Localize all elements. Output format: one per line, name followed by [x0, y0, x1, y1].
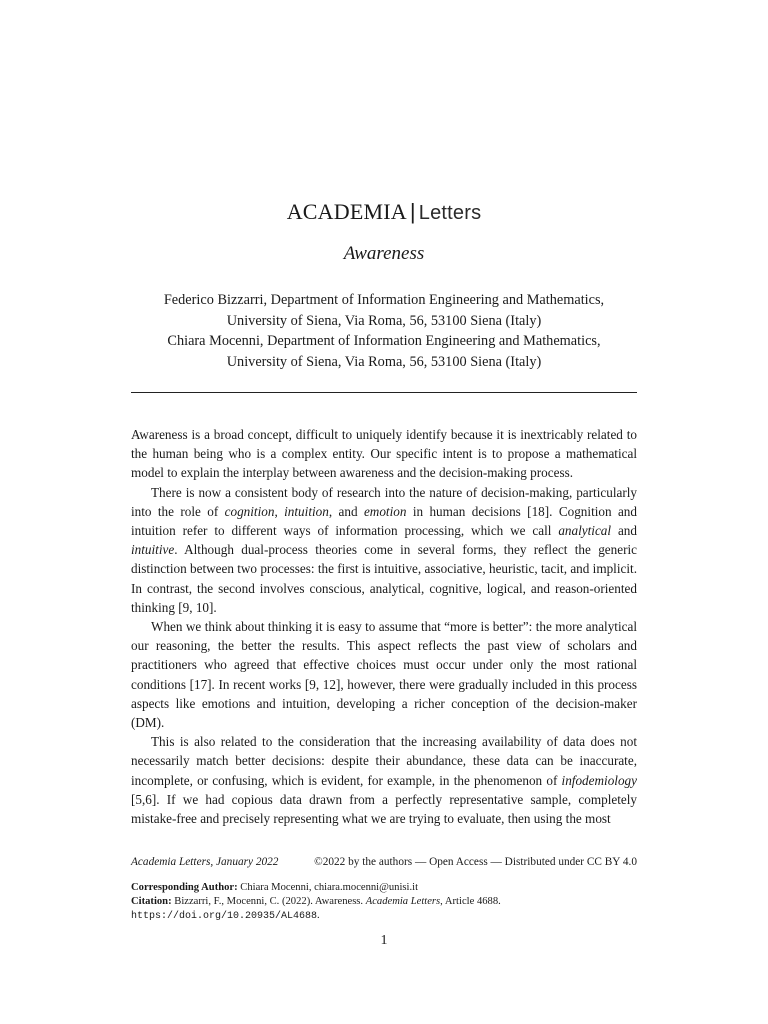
body-paragraph: There is now a consistent body of research into the nature of decision-making, particularly into the role of cognition, intuition, and emotion in human decisions [18]. Cognition and intuition refer to different ways of information processing, which we call analytical and intuitive. Although dual-process theories come in several forms, they reflect the generic distinction between two processes: the first is intuitive, associative, heuristic, tacit, and implicit. In contrast, the second involves conscious, analytical, cognitive, logical, and reason-oriented thinking [9, 10]. [131, 484, 637, 615]
author-block [0, 290, 768, 372]
doi-line: https://doi.org/10.20935/AL4688. [131, 909, 320, 922]
citation-block [131, 881, 637, 923]
body-paragraph: Awareness is a broad concept, difficult to uniquely identify because it is inextricably related to the human being who is a complex entity. Our specific intent is to propose a mathematical model to explain the interplay between awareness and the decision-making process. [131, 427, 637, 481]
paper-title: Awareness [343, 243, 425, 264]
citation: Citation: Bizzarri, F., Mocenni, C. (2022). Awareness. Academia Letters, Article 4688. [131, 895, 501, 907]
doi-link[interactable]: https://doi.org/10.20935/AL4688 [131, 910, 318, 922]
body-paragraph: This is also related to the consideration that the increasing availability of data does not necessarily match better decisions: despite their abundance, these data can be inaccurate, incomplete, or confusing, which is evident, for example, in the phenomenon of infodemiology [5,6]. If we had copious data drawn from a perfectly representative sample, completely mistake-free and precisely representing what we are trying to evaluate, then using the most [131, 734, 637, 827]
header-divider [131, 392, 637, 393]
author-line: University of Siena, Via Roma, 56, 53100 Siena (Italy) [226, 312, 542, 329]
author-line: University of Siena, Via Roma, 56, 53100 Siena (Italy) [226, 353, 542, 370]
journal-brand: ACADEMIA [286, 199, 407, 224]
journal-masthead [0, 198, 768, 227]
journal-section: Letters [418, 202, 482, 224]
author-line: Federico Bizzarri, Department of Information Engineering and Mathematics, [163, 292, 605, 308]
journal-date: Academia Letters, January 2022 [131, 856, 279, 868]
license-notice: ©2022 by the authors — Open Access — Distributed under CC BY 4.0 [314, 856, 637, 868]
corresponding-author: Corresponding Author: Chiara Mocenni, chiara.mocenni@unisi.it [131, 882, 419, 893]
body-paragraph: When we think about thinking it is easy to assume that “more is better”: the more analytical our reasoning, the better the results. This aspect reflects the past view of scholars and practitioners who agreed that effective choices must occur under only the most rational conditions [17]. In recent works [9, 12], however, there were gradually included in this process aspects like emotions and intuition, developing a richer conception of the decision-maker (DM). [131, 619, 637, 731]
page-footer [131, 855, 637, 869]
paper-body [131, 425, 637, 828]
page-number: 1 [380, 933, 388, 948]
masthead-separator: | [409, 199, 416, 224]
author-line: Chiara Mocenni, Department of Information Engineering and Mathematics, [167, 333, 601, 349]
